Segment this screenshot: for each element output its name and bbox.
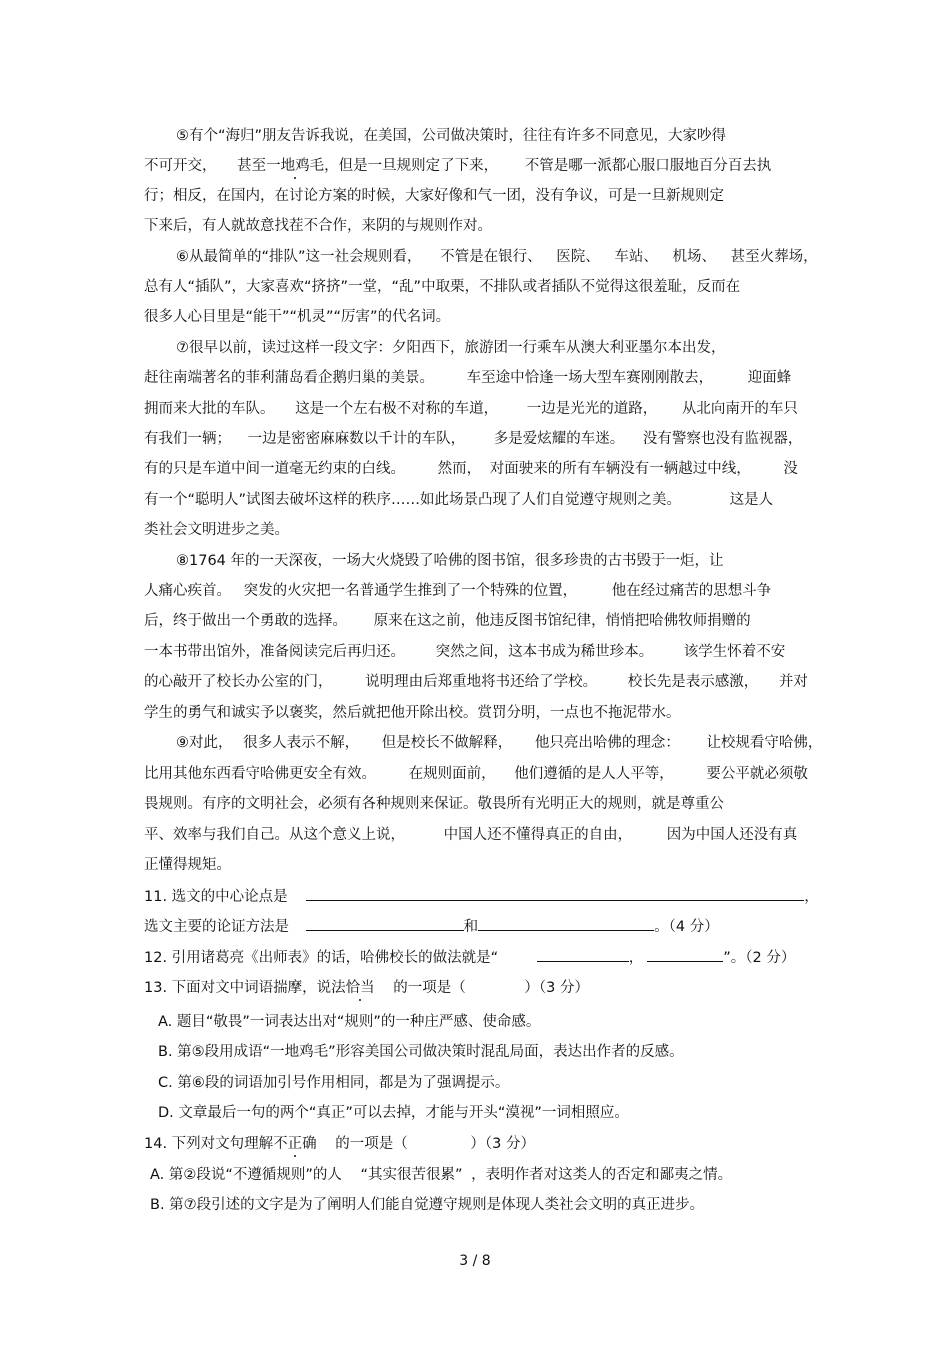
p7-line-3: [144, 399, 798, 419]
text-seg: 突发的火灾把一名普通学生推到了一个特殊的位置，: [243, 583, 578, 599]
p8-line-4: [144, 642, 785, 662]
q11-line-2: [144, 916, 719, 936]
text-seg: 一边是密密麻麻数以千计的车队，: [247, 431, 466, 447]
central-argument-blank[interactable]: [306, 886, 804, 901]
text-seg: 的心敲开了校长办公室的门，: [144, 674, 333, 690]
text-seg: 赶往南端著名的菲利蒲岛看企鹅归巢的美景。: [144, 370, 434, 386]
text-seg: 比用其他东西看守哈佛更安全有效。: [144, 766, 376, 782]
p8-line-5: [144, 672, 808, 692]
text-seg: 突然之间，这本书成为稀世珍本。: [435, 644, 654, 660]
p5-line-2: [144, 156, 771, 176]
p8-line-2: [144, 581, 771, 601]
p5-line-3: 行；相反，在国内，在讨论方案的时候，大家好像和气一团，没有争议，可是一旦新规则定: [144, 188, 724, 204]
text-seg: 说明理由后郑重地将书还给了学校。: [365, 674, 598, 690]
p7-line-1: ⑦很早以前，读过这样一段文字：夕阳西下，旅游团一行乘车从澳大利亚墨尔本出发，: [176, 340, 726, 356]
text-seg: 然而，: [437, 461, 482, 477]
text-seg: 但是校长不做解释，: [381, 735, 513, 751]
p9-line-1: [176, 733, 822, 753]
q13-option-b: B. 第⑤段用成语“一地鸡毛”形容美国公司做决策时混乱局面，表达出作者的反感。: [158, 1044, 684, 1060]
text-seg: 有的只是车道中间一道毫无约束的白线。: [144, 461, 405, 477]
text-seg: 很多人表示不解，: [243, 735, 360, 751]
q14-label: 14. 下列对文句理解: [144, 1136, 274, 1152]
text-seg: 多是爱炫耀的车迷。: [493, 431, 625, 447]
text-seg: 平、效率与我们自己。从这个意义上说，: [144, 827, 405, 843]
text-seg: 他们遵循的是人人平等，: [514, 766, 674, 782]
text-seg: ⑥从最简单的“排队”这一社会规则看，: [176, 249, 422, 265]
text-seg: 机场、: [672, 249, 716, 265]
p9-line-3: 畏规则。有序的文明社会，必须有各种规则来保证。敬畏所有光明正大的规则，就是尊重公: [144, 796, 724, 812]
text-seg: 甚至火葬场，: [730, 249, 818, 265]
text-seg: 车至途中恰逢一场大型车赛刚刚散去，: [466, 370, 714, 386]
text-seg: ，但是一旦规则定了下来，: [324, 158, 499, 174]
text-seg: 有我们一辆；: [144, 431, 231, 447]
text-seg: 原来在这之前，他违反图书馆纪律，悄悄把哈佛牧师捐赠的: [373, 613, 751, 629]
text-seg: 他只亮出哈佛的理念：: [534, 735, 680, 751]
q11-line-1: [144, 886, 819, 906]
text-seg: 这是人: [729, 492, 774, 508]
text-seg: 一边是光光的道路，: [526, 401, 658, 417]
text-seg: 拥而来大批的车队。: [144, 401, 275, 417]
text-seg: ⑨对此，: [176, 735, 233, 751]
text-seg: 让校规看守哈佛，: [706, 735, 823, 751]
q13-score: ）（3 分）: [524, 980, 589, 996]
text-seg: 并对: [778, 674, 808, 690]
text-seg: 甚至: [237, 158, 267, 174]
text-seg: 校长先是表示感激，: [627, 674, 759, 690]
method-blank-2[interactable]: [478, 916, 654, 931]
emphasized-text: 一地鸡毛: [266, 158, 325, 174]
p7-line-4: [144, 429, 802, 449]
p6-line-2: 总有人“插队”，大家喜欢“挤挤”一堂，“乱”中取栗，不排队或者插队不觉得这很羞耻，反而在: [144, 279, 741, 295]
q13-option-d: D. 文章最后一句的两个“真正”可以去掉，才能与开头“漠视”一词相照应。: [158, 1105, 629, 1121]
p6-line-3: 很多人心目里是“能干”“机灵”“厉害”的代名词。: [144, 309, 451, 325]
q13-label: 13. 下面对文中词语揣摩，说法: [144, 980, 346, 996]
p6-line-1: [176, 247, 818, 267]
punct: ，: [628, 950, 644, 966]
text-seg: A. 第②段说“不遵循规则”的人: [150, 1167, 342, 1183]
emphasized-text: 恰当: [345, 980, 375, 996]
p8-line-3: [144, 611, 751, 631]
text-seg: ，表明作者对这类人的否定和鄙夷之情。: [471, 1167, 733, 1183]
text-seg: 因为中国人还没有真: [666, 827, 798, 843]
text-seg: 后，终于做出一个勇敢的选择。: [144, 613, 347, 629]
q14-score: ）（3 分）: [470, 1136, 535, 1152]
text-seg: 车站、: [614, 249, 658, 265]
q12-score: ”。（2 分）: [723, 950, 796, 966]
p7-line-6: [144, 490, 773, 510]
q12-line: [144, 947, 795, 967]
p9-line-2: [144, 764, 808, 784]
p8-line-6: 学生的勇气和诚实予以褒奖，然后就把他开除出校。赏罚分明，一点也不拖泥带水。: [144, 705, 681, 721]
text-seg: 在规则面前，: [408, 766, 496, 782]
p5-line-4: 下来后，有人就故意找茬不合作，来阴的与规则作对。: [144, 218, 492, 234]
text-seg: 有一个“聪明人”试图去破坏这样的秩序……如此场景凸现了人们自觉遵守规则之美。: [144, 492, 682, 508]
p9-line-4: [144, 825, 797, 845]
text-seg: 迎面蜂: [747, 370, 792, 386]
text-seg: 人痛心疾首。: [144, 583, 231, 599]
text-seg: 他在经过痛苦的思想斗争: [611, 583, 772, 599]
p5-line-1: ⑤有个“海归”朋友告诉我说，在美国，公司做决策时，往往有许多不同意见，大家吵得: [176, 128, 727, 144]
text-seg: 该学生怀着不安: [683, 644, 786, 660]
q14-option-a: [150, 1165, 732, 1185]
p7-line-7: 类社会文明进步之美。: [144, 522, 289, 538]
text-seg: 没: [783, 461, 798, 477]
p9-line-5: 正懂得规矩。: [144, 857, 231, 873]
q11-score: 。（4 分）: [654, 919, 719, 935]
q13-label-b: 的一项是（: [393, 980, 466, 996]
text-seg: 不管是在银行、: [440, 249, 542, 265]
page-number: 3 / 8: [459, 1253, 491, 1269]
and-word: 和: [463, 919, 479, 935]
q14-line: [144, 1134, 535, 1154]
p7-line-2: [144, 368, 791, 388]
text-seg: 从北向南开的车只: [681, 401, 798, 417]
text-seg: 中国人还不懂得真正的自由，: [443, 827, 633, 843]
text-seg: 没有警察也没有监视器，: [642, 431, 803, 447]
q13-option-c: C. 第⑥段的词语加引号作用相同，都是为了强调提示。: [158, 1075, 510, 1091]
q13-line: [144, 978, 589, 998]
text-seg: 不可开交，: [144, 158, 217, 174]
punct: ，: [804, 889, 819, 905]
emphasized-text: 不正确: [273, 1136, 317, 1152]
p7-line-5: [144, 459, 798, 479]
text-seg: 这是一个左右极不对称的车道，: [295, 401, 499, 417]
p8-line-1: ⑧1764 年的一天深夜，一场大火烧毁了哈佛的图书馆，很多珍贵的古书毁于一炬，让: [176, 553, 724, 569]
text-seg: 医院、: [556, 249, 600, 265]
text-seg: 对面驶来的所有车辆没有一辆越过中线，: [489, 461, 751, 477]
q12-label: 12. 引用诸葛亮《出师表》的话，哈佛校长的做法就是“: [144, 950, 499, 966]
q11-method-label: 选文主要的论证方法是: [144, 919, 289, 935]
q11-label: 11. 选文的中心论点是: [144, 889, 288, 905]
text-seg: 不管是哪一派都心服口服地百分百去执: [524, 158, 772, 174]
q14-option-b: B. 第⑦段引述的文字是为了阐明人们能自觉遵守规则是体现人类社会文明的真正进步。: [150, 1197, 705, 1213]
method-blank-1[interactable]: [306, 916, 464, 931]
text-seg: 一本书带出馆外，准备阅读完后再归还。: [144, 644, 405, 660]
q13-option-a: A. 题目“敬畏”一词表达出对“规则”的一种庄严感、使命感。: [158, 1014, 541, 1030]
text-seg: 要公平就必须敬: [706, 766, 808, 782]
q12-blank-1[interactable]: [537, 947, 629, 962]
text-seg: “其实很苦很累”: [360, 1167, 463, 1183]
q14-label-b: 的一项是（: [335, 1136, 408, 1152]
q12-blank-2[interactable]: [647, 947, 723, 962]
